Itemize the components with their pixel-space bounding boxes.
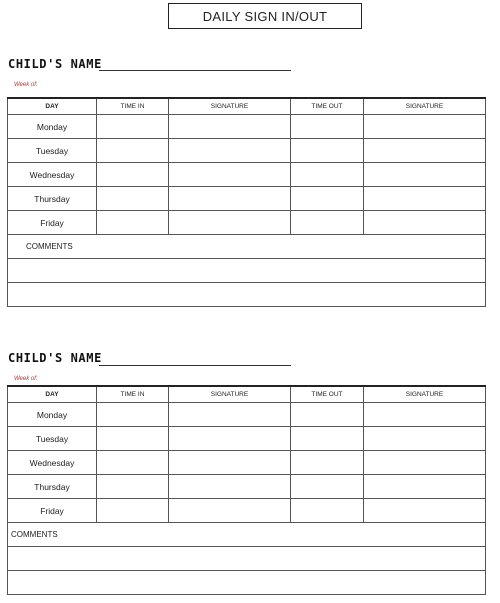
day-cell: Monday bbox=[8, 115, 97, 139]
table-row bbox=[8, 427, 486, 451]
child-name-line[interactable] bbox=[99, 365, 291, 366]
day-cell: Wednesday bbox=[8, 163, 97, 187]
day-cell: Tuesday bbox=[8, 139, 97, 163]
signature-out-cell[interactable] bbox=[364, 427, 486, 451]
comments-label-row bbox=[8, 523, 486, 547]
table-row bbox=[8, 115, 486, 139]
table-row bbox=[8, 163, 486, 187]
day-cell: Tuesday bbox=[8, 427, 97, 451]
child-name-line[interactable] bbox=[99, 70, 291, 71]
column-header-time-in: TIME IN bbox=[97, 386, 169, 403]
week-of-label: Week of: bbox=[14, 82, 38, 88]
signature-in-cell[interactable] bbox=[169, 403, 291, 427]
comments-label: COMMENTS bbox=[8, 235, 486, 259]
signature-in-cell[interactable] bbox=[169, 115, 291, 139]
day-cell: Friday bbox=[8, 499, 97, 523]
comments-line bbox=[8, 259, 486, 283]
signature-out-cell[interactable] bbox=[364, 115, 486, 139]
signature-in-cell[interactable] bbox=[169, 163, 291, 187]
time-out-cell[interactable] bbox=[291, 427, 364, 451]
time-in-cell[interactable] bbox=[97, 139, 169, 163]
child-name-label: CHILD'S NAME bbox=[8, 351, 102, 365]
table-row bbox=[8, 403, 486, 427]
time-in-cell[interactable] bbox=[97, 163, 169, 187]
comments-line bbox=[8, 547, 486, 571]
time-out-cell[interactable] bbox=[291, 499, 364, 523]
column-header-signature-out: SIGNATURE bbox=[364, 98, 486, 115]
signature-out-cell[interactable] bbox=[364, 451, 486, 475]
column-header-time-out: TIME OUT bbox=[291, 386, 364, 403]
column-header-day: DAY bbox=[8, 98, 97, 115]
time-out-cell[interactable] bbox=[291, 403, 364, 427]
time-in-cell[interactable] bbox=[97, 475, 169, 499]
table-header-row bbox=[8, 98, 486, 115]
signature-out-cell[interactable] bbox=[364, 163, 486, 187]
comments-field[interactable] bbox=[8, 547, 486, 571]
day-cell: Monday bbox=[8, 403, 97, 427]
comments-label: COMMENTS bbox=[8, 523, 486, 547]
comments-label-row bbox=[8, 235, 486, 259]
column-header-signature-out: SIGNATURE bbox=[364, 386, 486, 403]
column-header-signature-in: SIGNATURE bbox=[169, 98, 291, 115]
comments-field[interactable] bbox=[8, 571, 486, 595]
signature-in-cell[interactable] bbox=[169, 139, 291, 163]
signature-out-cell[interactable] bbox=[364, 403, 486, 427]
comments-field[interactable] bbox=[8, 259, 486, 283]
table-row bbox=[8, 475, 486, 499]
page-title: DAILY SIGN IN/OUT bbox=[168, 3, 362, 29]
day-cell: Wednesday bbox=[8, 451, 97, 475]
table-row bbox=[8, 451, 486, 475]
signature-in-cell[interactable] bbox=[169, 499, 291, 523]
comments-line bbox=[8, 571, 486, 595]
time-in-cell[interactable] bbox=[97, 187, 169, 211]
table-row bbox=[8, 499, 486, 523]
column-header-time-in: TIME IN bbox=[97, 98, 169, 115]
time-out-cell[interactable] bbox=[291, 187, 364, 211]
table-row bbox=[8, 187, 486, 211]
table-header-row bbox=[8, 386, 486, 403]
time-in-cell[interactable] bbox=[97, 499, 169, 523]
column-header-signature-in: SIGNATURE bbox=[169, 386, 291, 403]
time-out-cell[interactable] bbox=[291, 139, 364, 163]
signature-in-cell[interactable] bbox=[169, 451, 291, 475]
signature-in-cell[interactable] bbox=[169, 187, 291, 211]
signature-in-cell[interactable] bbox=[169, 475, 291, 499]
signature-out-cell[interactable] bbox=[364, 499, 486, 523]
time-in-cell[interactable] bbox=[97, 403, 169, 427]
sign-in-out-table bbox=[7, 97, 486, 307]
time-out-cell[interactable] bbox=[291, 163, 364, 187]
sign-in-out-table bbox=[7, 385, 486, 595]
week-of-label: Week of: bbox=[14, 376, 38, 382]
table-row bbox=[8, 211, 486, 235]
time-in-cell[interactable] bbox=[97, 115, 169, 139]
time-in-cell[interactable] bbox=[97, 427, 169, 451]
time-out-cell[interactable] bbox=[291, 451, 364, 475]
table-row bbox=[8, 139, 486, 163]
signature-in-cell[interactable] bbox=[169, 211, 291, 235]
day-cell: Thursday bbox=[8, 187, 97, 211]
time-out-cell[interactable] bbox=[291, 115, 364, 139]
column-header-day: DAY bbox=[8, 386, 97, 403]
time-in-cell[interactable] bbox=[97, 451, 169, 475]
day-cell: Thursday bbox=[8, 475, 97, 499]
day-cell: Friday bbox=[8, 211, 97, 235]
time-out-cell[interactable] bbox=[291, 475, 364, 499]
signature-out-cell[interactable] bbox=[364, 139, 486, 163]
signature-in-cell[interactable] bbox=[169, 427, 291, 451]
comments-line bbox=[8, 283, 486, 307]
comments-field[interactable] bbox=[8, 283, 486, 307]
time-out-cell[interactable] bbox=[291, 211, 364, 235]
signature-out-cell[interactable] bbox=[364, 475, 486, 499]
child-name-label: CHILD'S NAME bbox=[8, 57, 102, 71]
column-header-time-out: TIME OUT bbox=[291, 98, 364, 115]
signature-out-cell[interactable] bbox=[364, 187, 486, 211]
signature-out-cell[interactable] bbox=[364, 211, 486, 235]
time-in-cell[interactable] bbox=[97, 211, 169, 235]
